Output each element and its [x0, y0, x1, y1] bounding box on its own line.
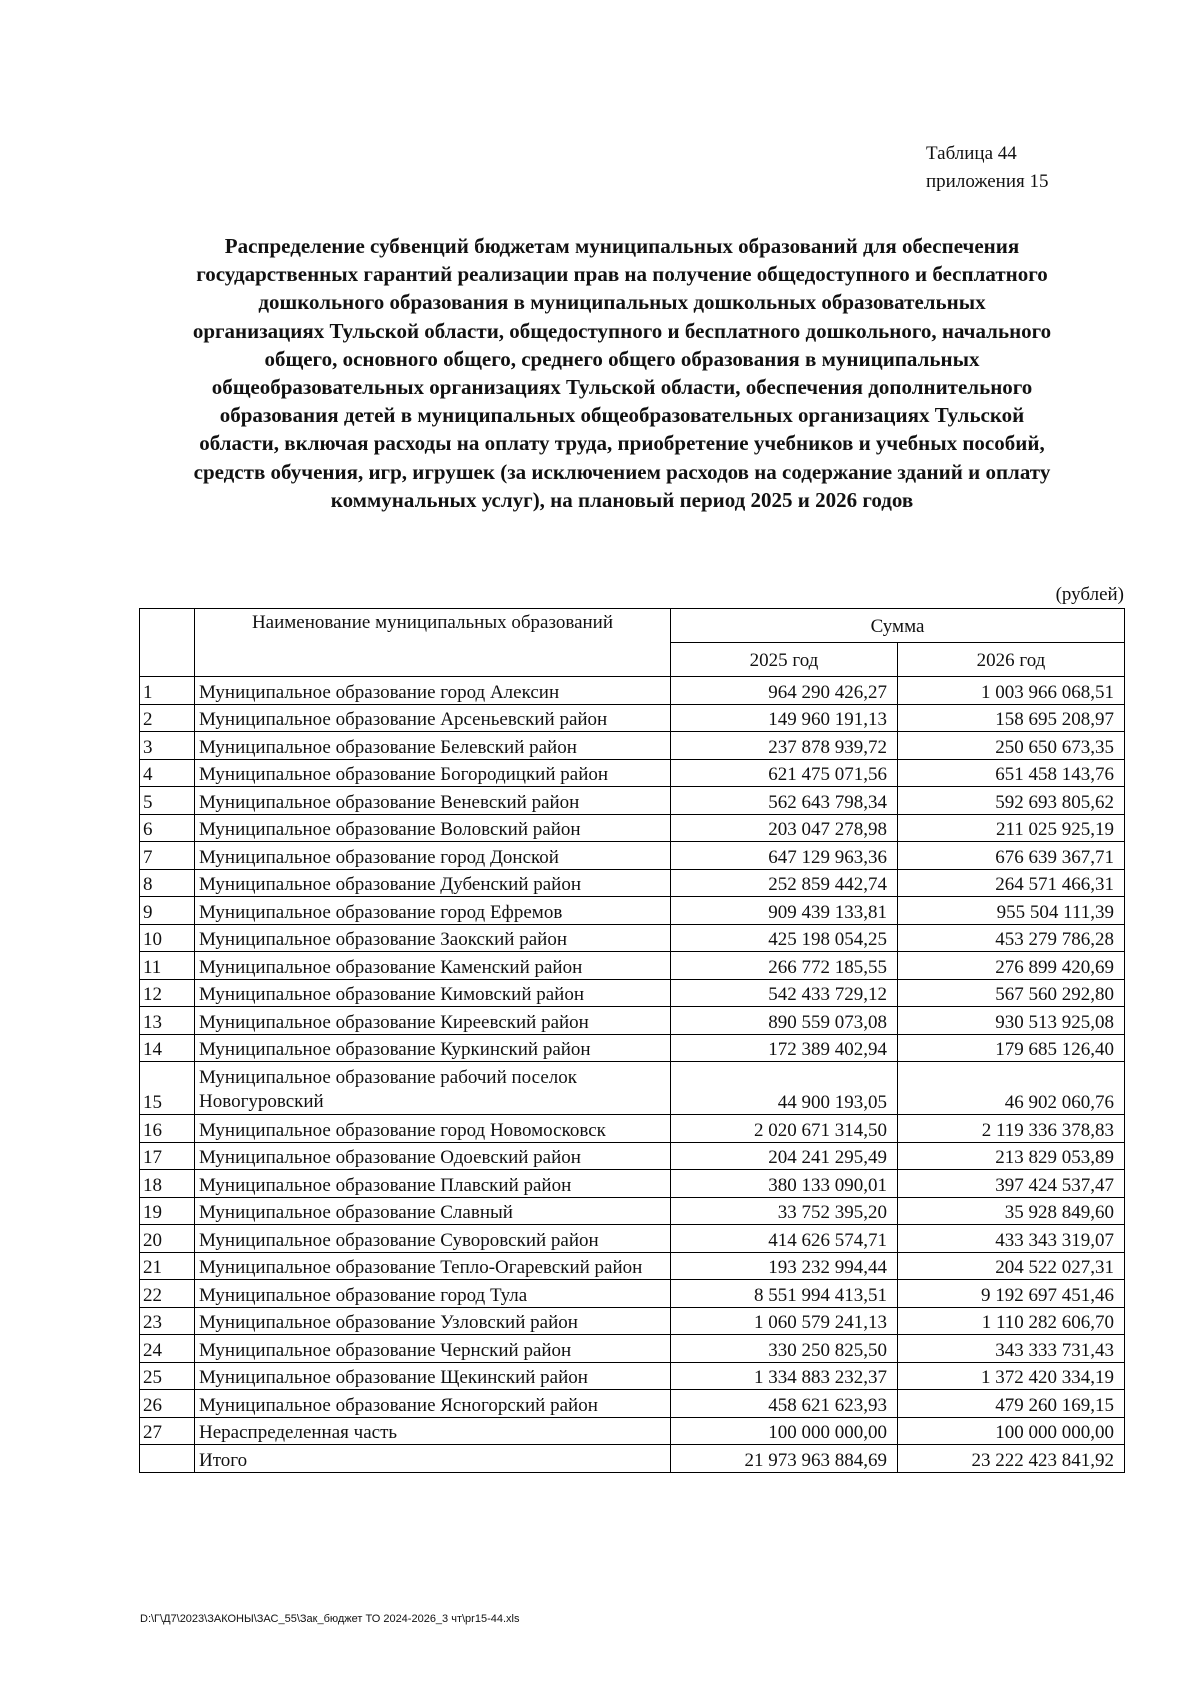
row-amount-2026: 930 513 925,08 [898, 1007, 1125, 1035]
row-amount-2025: 425 198 054,25 [671, 924, 898, 952]
row-number: 3 [140, 732, 195, 760]
row-amount-2026: 204 522 027,31 [898, 1252, 1125, 1280]
title-line: организациях Тульской области, общедоступного и бесплатного дошкольного, начального [192, 318, 1052, 343]
table-row [140, 1034, 1125, 1062]
row-name: Муниципальное образование Плавский район [195, 1170, 671, 1198]
row-amount-2026: 567 560 292,80 [898, 979, 1125, 1007]
row-number: 10 [140, 924, 195, 952]
row-amount-2026: 343 333 731,43 [898, 1335, 1125, 1363]
title-line: общеобразовательных организациях Тульской области, обеспечения дополнительного [211, 375, 1033, 400]
table-row [140, 677, 1125, 705]
table-row [140, 1225, 1125, 1253]
row-amount-2026: 433 343 319,07 [898, 1225, 1125, 1253]
row-amount-2025: 193 232 994,44 [671, 1252, 898, 1280]
row-number: 26 [140, 1390, 195, 1418]
row-name: Муниципальное образование Славный [195, 1197, 671, 1225]
row-name: Муниципальное образование Суворовский район [195, 1225, 671, 1253]
table-number: Таблица 44 [926, 143, 1017, 164]
row-number: 17 [140, 1142, 195, 1170]
row-amount-2026: 213 829 053,89 [898, 1142, 1125, 1170]
row-amount-2025: 562 643 798,34 [671, 787, 898, 815]
row-amount-2026: 479 260 169,15 [898, 1390, 1125, 1418]
row-name: Муниципальное образование Воловский район [195, 814, 671, 842]
row-amount-2026: 46 902 060,76 [898, 1062, 1125, 1115]
row-name: Муниципальное образование город Донской [195, 842, 671, 870]
row-name: Муниципальное образование Чернский район [195, 1335, 671, 1363]
row-name: Муниципальное образование Киреевский район [195, 1007, 671, 1035]
title-line: коммунальных услуг), на плановый период 2025 и 2026 годов [330, 487, 914, 512]
row-name: Муниципальное образование Щекинский район [195, 1362, 671, 1390]
row-amount-2026: 676 639 367,71 [898, 842, 1125, 870]
unit-label: (рублей) [1055, 584, 1124, 605]
row-amount-2026: 158 695 208,97 [898, 704, 1125, 732]
distribution-table [139, 608, 1125, 1473]
row-amount-2026: 276 899 420,69 [898, 952, 1125, 980]
table-row [140, 1170, 1125, 1198]
row-number: 15 [140, 1062, 195, 1115]
appendix-number: приложения 15 [926, 171, 1049, 192]
row-number: 16 [140, 1115, 195, 1143]
row-name: Муниципальное образование Дубенский район [195, 869, 671, 897]
table-row [140, 1252, 1125, 1280]
row-name: Нераспределенная часть [195, 1417, 671, 1445]
table-row [140, 1307, 1125, 1335]
table-row [140, 1362, 1125, 1390]
row-amount-2025: 380 133 090,01 [671, 1170, 898, 1198]
table-row [140, 979, 1125, 1007]
row-number: 24 [140, 1335, 195, 1363]
table-header-row [140, 609, 1125, 643]
row-name: Муниципальное образование Одоевский район [195, 1142, 671, 1170]
row-number: 25 [140, 1362, 195, 1390]
row-name: Муниципальное образование Ясногорский район [195, 1390, 671, 1418]
row-amount-2025: 8 551 994 413,51 [671, 1280, 898, 1308]
row-number: 23 [140, 1307, 195, 1335]
row-amount-2025: 890 559 073,08 [671, 1007, 898, 1035]
row-amount-2025: 100 000 000,00 [671, 1417, 898, 1445]
row-amount-2025: 203 047 278,98 [671, 814, 898, 842]
row-amount-2025: 964 290 426,27 [671, 677, 898, 705]
row-name: Муниципальное образование Каменский район [195, 952, 671, 980]
row-amount-2026: 1 372 420 334,19 [898, 1362, 1125, 1390]
row-amount-2025: 621 475 071,56 [671, 759, 898, 787]
row-name: Муниципальное образование Куркинский район [195, 1034, 671, 1062]
table-row [140, 1335, 1125, 1363]
row-number: 8 [140, 869, 195, 897]
row-amount-2026: 1 110 282 606,70 [898, 1307, 1125, 1335]
title-line: дошкольного образования в муниципальных дошкольных образовательных [258, 290, 986, 315]
table-row [140, 787, 1125, 815]
table-row [140, 1417, 1125, 1445]
row-amount-2026: 9 192 697 451,46 [898, 1280, 1125, 1308]
row-amount-2025: 1 334 883 232,37 [671, 1362, 898, 1390]
table-body [140, 677, 1125, 1473]
title-line: образования детей в муниципальных общеобразовательных организациях Тульской [219, 403, 1025, 428]
row-name: Итого [195, 1445, 671, 1473]
table-row [140, 1062, 1125, 1115]
row-number: 9 [140, 897, 195, 925]
row-name: Муниципальное образование Богородицкий район [195, 759, 671, 787]
table-row [140, 1142, 1125, 1170]
row-amount-2025: 149 960 191,13 [671, 704, 898, 732]
row-amount-2025: 204 241 295,49 [671, 1142, 898, 1170]
table-row [140, 897, 1125, 925]
row-name: Муниципальное образование город Алексин [195, 677, 671, 705]
row-amount-2026: 2 119 336 378,83 [898, 1115, 1125, 1143]
table-row [140, 814, 1125, 842]
row-number: 12 [140, 979, 195, 1007]
row-name: Муниципальное образование город Тула [195, 1280, 671, 1308]
row-number: 18 [140, 1170, 195, 1198]
row-number [140, 1445, 195, 1473]
row-amount-2025: 172 389 402,94 [671, 1034, 898, 1062]
header-index-cell [140, 609, 195, 677]
row-amount-2026: 35 928 849,60 [898, 1197, 1125, 1225]
row-name: Муниципальное образование город Ефремов [195, 897, 671, 925]
row-amount-2026: 397 424 537,47 [898, 1170, 1125, 1198]
row-amount-2026: 23 222 423 841,92 [898, 1445, 1125, 1473]
row-number: 4 [140, 759, 195, 787]
row-number: 21 [140, 1252, 195, 1280]
header-name: Наименование муниципальных образований [195, 609, 671, 677]
title-line: средств обучения, игр, игрушек (за исключением расходов на содержание зданий и оплату [193, 459, 1051, 484]
row-name: Муниципальное образование город Новомосковск [195, 1115, 671, 1143]
table-row [140, 1197, 1125, 1225]
row-amount-2025: 252 859 442,74 [671, 869, 898, 897]
title-line: общего, основного общего, среднего общего образования в муниципальных [264, 346, 980, 371]
document-title [130, 232, 1114, 514]
row-amount-2026: 592 693 805,62 [898, 787, 1125, 815]
row-amount-2026: 179 685 126,40 [898, 1034, 1125, 1062]
row-amount-2026: 1 003 966 068,51 [898, 677, 1125, 705]
table-row [140, 1445, 1125, 1473]
header-year-2025: 2025 год [671, 643, 898, 677]
table-row [140, 1390, 1125, 1418]
file-path-footer: D:\Г\Д7\2023\ЗАКОНЫ\ЗАС_55\Зак_бюджет ТО 2024-2026_3 чт\pr15-44.xls [140, 1613, 520, 1625]
row-name: Муниципальное образование Заокский район [195, 924, 671, 952]
table-row [140, 1280, 1125, 1308]
row-amount-2026: 264 571 466,31 [898, 869, 1125, 897]
row-amount-2025: 266 772 185,55 [671, 952, 898, 980]
row-amount-2026: 211 025 925,19 [898, 814, 1125, 842]
header-sum: Сумма [671, 609, 1125, 643]
row-amount-2025: 330 250 825,50 [671, 1335, 898, 1363]
row-number: 5 [140, 787, 195, 815]
row-number: 7 [140, 842, 195, 870]
table-row [140, 704, 1125, 732]
table-row [140, 842, 1125, 870]
row-amount-2025: 237 878 939,72 [671, 732, 898, 760]
row-number: 14 [140, 1034, 195, 1062]
table-row [140, 759, 1125, 787]
table-reference [926, 140, 1048, 196]
row-number: 13 [140, 1007, 195, 1035]
row-amount-2025: 44 900 193,05 [671, 1062, 898, 1115]
row-number: 1 [140, 677, 195, 705]
table-row [140, 952, 1125, 980]
row-amount-2026: 955 504 111,39 [898, 897, 1125, 925]
table-row [140, 869, 1125, 897]
row-amount-2025: 542 433 729,12 [671, 979, 898, 1007]
row-amount-2025: 2 020 671 314,50 [671, 1115, 898, 1143]
row-name: Муниципальное образование Тепло-Огаревский район [195, 1252, 671, 1280]
row-name: Муниципальное образование Арсеньевский район [195, 704, 671, 732]
table-row [140, 924, 1125, 952]
row-amount-2025: 647 129 963,36 [671, 842, 898, 870]
title-line: государственных гарантий реализации прав на получение общедоступного и бесплатного [196, 262, 1048, 287]
row-number: 20 [140, 1225, 195, 1253]
row-name: Муниципальное образование Веневский район [195, 787, 671, 815]
row-number: 11 [140, 952, 195, 980]
row-name: Муниципальное образование рабочий поселок Новогуровский [195, 1062, 671, 1115]
table-row [140, 1007, 1125, 1035]
row-number: 27 [140, 1417, 195, 1445]
row-name: Муниципальное образование Кимовский район [195, 979, 671, 1007]
row-amount-2026: 250 650 673,35 [898, 732, 1125, 760]
row-number: 6 [140, 814, 195, 842]
row-amount-2026: 100 000 000,00 [898, 1417, 1125, 1445]
row-name: Муниципальное образование Узловский район [195, 1307, 671, 1335]
row-number: 2 [140, 704, 195, 732]
row-amount-2025: 33 752 395,20 [671, 1197, 898, 1225]
row-amount-2025: 21 973 963 884,69 [671, 1445, 898, 1473]
row-amount-2025: 909 439 133,81 [671, 897, 898, 925]
row-name: Муниципальное образование Белевский район [195, 732, 671, 760]
row-number: 22 [140, 1280, 195, 1308]
table-row [140, 732, 1125, 760]
title-line: Распределение субвенций бюджетам муниципальных образований для обеспечения [224, 234, 1020, 258]
row-amount-2026: 651 458 143,76 [898, 759, 1125, 787]
table-row [140, 1115, 1125, 1143]
row-amount-2025: 414 626 574,71 [671, 1225, 898, 1253]
title-line: области, включая расходы на оплату труда, приобретение учебников и учебных пособий, [199, 431, 1045, 456]
row-amount-2026: 453 279 786,28 [898, 924, 1125, 952]
row-number: 19 [140, 1197, 195, 1225]
row-amount-2025: 458 621 623,93 [671, 1390, 898, 1418]
header-year-2026: 2026 год [898, 643, 1125, 677]
row-amount-2025: 1 060 579 241,13 [671, 1307, 898, 1335]
